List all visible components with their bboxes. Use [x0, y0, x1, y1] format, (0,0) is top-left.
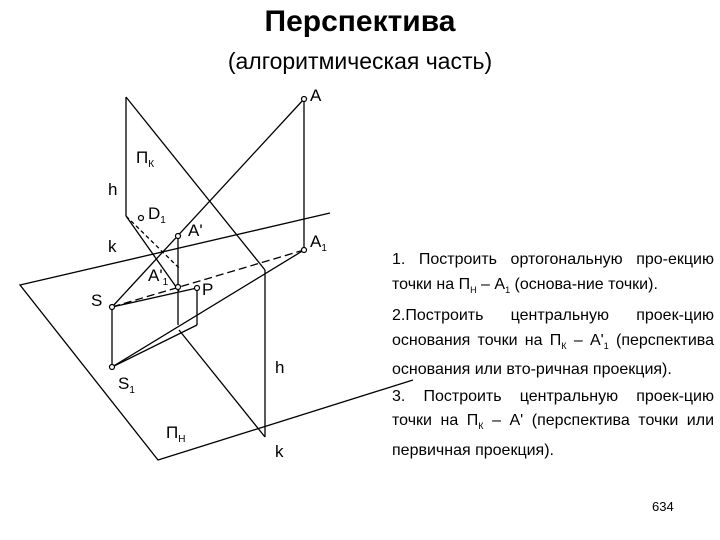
label-P: P [202, 280, 214, 299]
ground-line [179, 330, 265, 437]
label-k-right: k [275, 442, 284, 461]
step-1: 1. Построить ортогональную про-екцию точки на $П_Н - А_1$ (основа-ние точки). [392, 251, 714, 295]
point-A-prime1 [176, 285, 181, 290]
horizontal-plane [20, 213, 413, 460]
point-P [195, 286, 200, 291]
page-title: Перспектива [264, 5, 456, 38]
point-A [302, 97, 307, 102]
page-number: 634 [652, 499, 674, 514]
hidden-edge-line [126, 216, 179, 268]
label-A: A [310, 86, 322, 105]
point-A-prime [176, 234, 181, 239]
label-h-left: h [108, 180, 118, 199]
page-subtitle: (алгоритмическая часть) [227, 48, 493, 74]
label-PK: $П_К$ [136, 148, 155, 170]
P-line [112, 288, 197, 307]
point-A1 [302, 248, 307, 253]
point-S1 [110, 365, 115, 370]
label-A-prime: A' [188, 221, 203, 240]
label-h-right: h [275, 358, 285, 377]
point-S [110, 305, 115, 310]
label-S: S [91, 291, 103, 310]
label-D1: $D_1$ [148, 204, 166, 226]
step-2: 2.Построить центральную проек-цию основания точки на $П_К - А'_1$ (перспектива основания или вто-ричная проекция). [392, 307, 714, 379]
label-k-left: k [108, 237, 117, 256]
step-3: 3. Построить центральную проек-цию точки на $П_К$ – А' (перспектива точки или первичная проекция). [392, 387, 715, 460]
S1-to-A1 [112, 250, 304, 367]
point-D1 [139, 216, 144, 221]
label-S1: $S_1$ [118, 374, 135, 396]
label-A-prime1: $A'_1$ [148, 266, 169, 288]
label-PH: $П_Н$ [166, 423, 186, 445]
algorithm-steps [392, 248, 714, 471]
label-A1: $A_1$ [310, 232, 327, 254]
S1-to-P-base [112, 325, 197, 367]
ray-A-to-S [112, 99, 304, 307]
